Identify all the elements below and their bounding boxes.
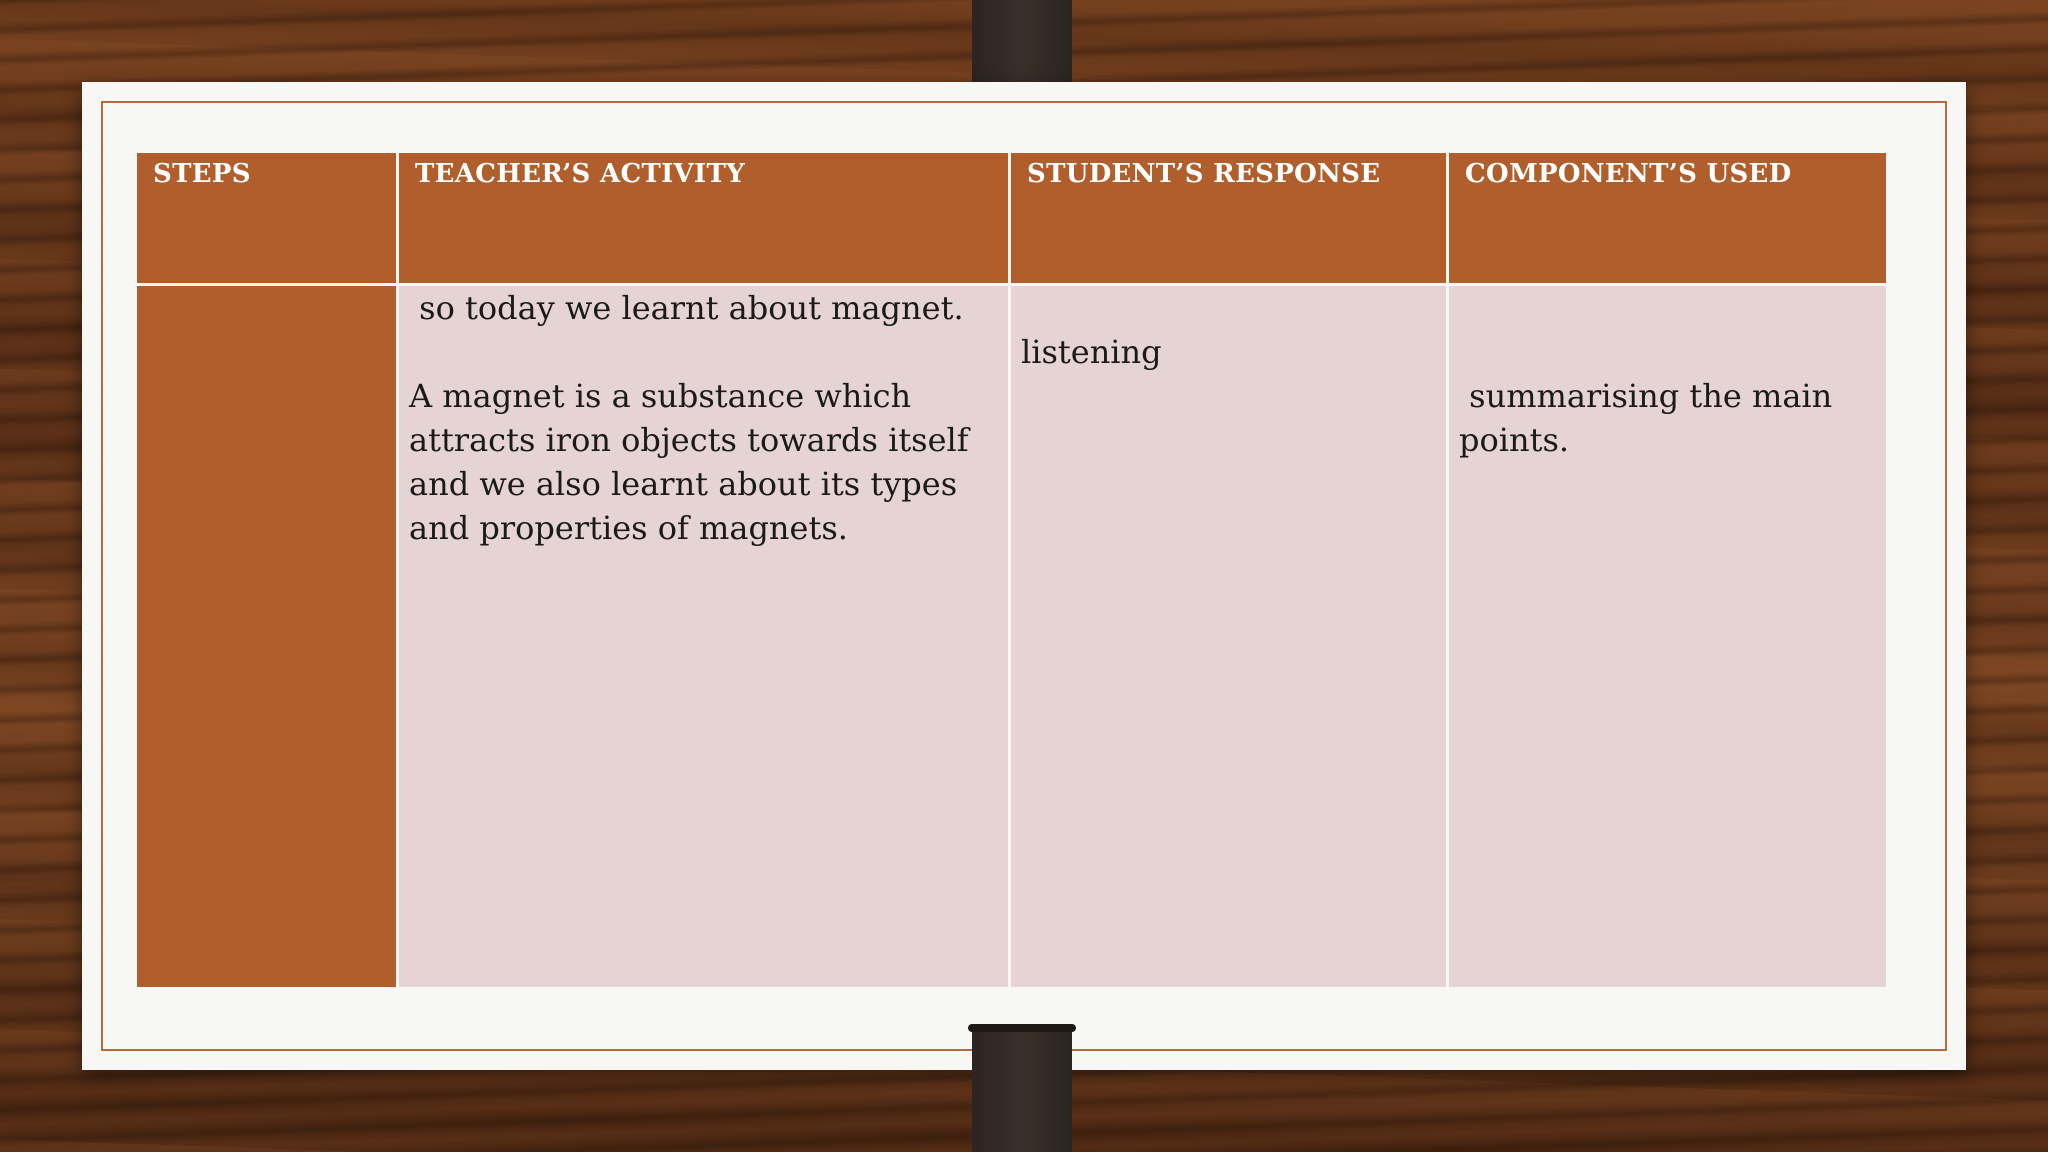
students-response-cell — [1010, 285, 1448, 989]
component-text-line-1: summarising the main — [1459, 377, 1833, 415]
header-components-used: COMPONENT’S USED — [1448, 152, 1888, 285]
lesson-plan-table — [134, 150, 1889, 990]
paragraph-gap — [409, 330, 998, 374]
table-row — [136, 285, 1888, 989]
teacher-text-line-4: and properties of magnets. — [409, 509, 848, 547]
teacher-text-line-1: A magnet is a substance which — [409, 377, 912, 415]
paragraph-gap — [1459, 330, 1876, 374]
teachers-activity-cell — [398, 285, 1010, 989]
student-response-text: listening — [1021, 333, 1162, 371]
binder-strap-bottom — [972, 1026, 1072, 1152]
paragraph-gap — [1459, 286, 1876, 330]
header-steps: STEPS — [136, 152, 398, 285]
teacher-text-line-2: attracts iron objects towards itself — [409, 421, 969, 459]
header-teachers-activity: TEACHER’S ACTIVITY — [398, 152, 1010, 285]
steps-cell — [136, 285, 398, 989]
table-header-row — [136, 152, 1888, 285]
paragraph-gap — [1021, 286, 1436, 330]
teacher-text-line-3: and we also learnt about its types — [409, 465, 958, 503]
components-used-cell — [1448, 285, 1888, 989]
component-text-line-2: points. — [1459, 421, 1570, 459]
header-students-response: STUDENT’S RESPONSE — [1010, 152, 1448, 285]
teacher-intro-text: so today we learnt about magnet. — [409, 289, 964, 327]
